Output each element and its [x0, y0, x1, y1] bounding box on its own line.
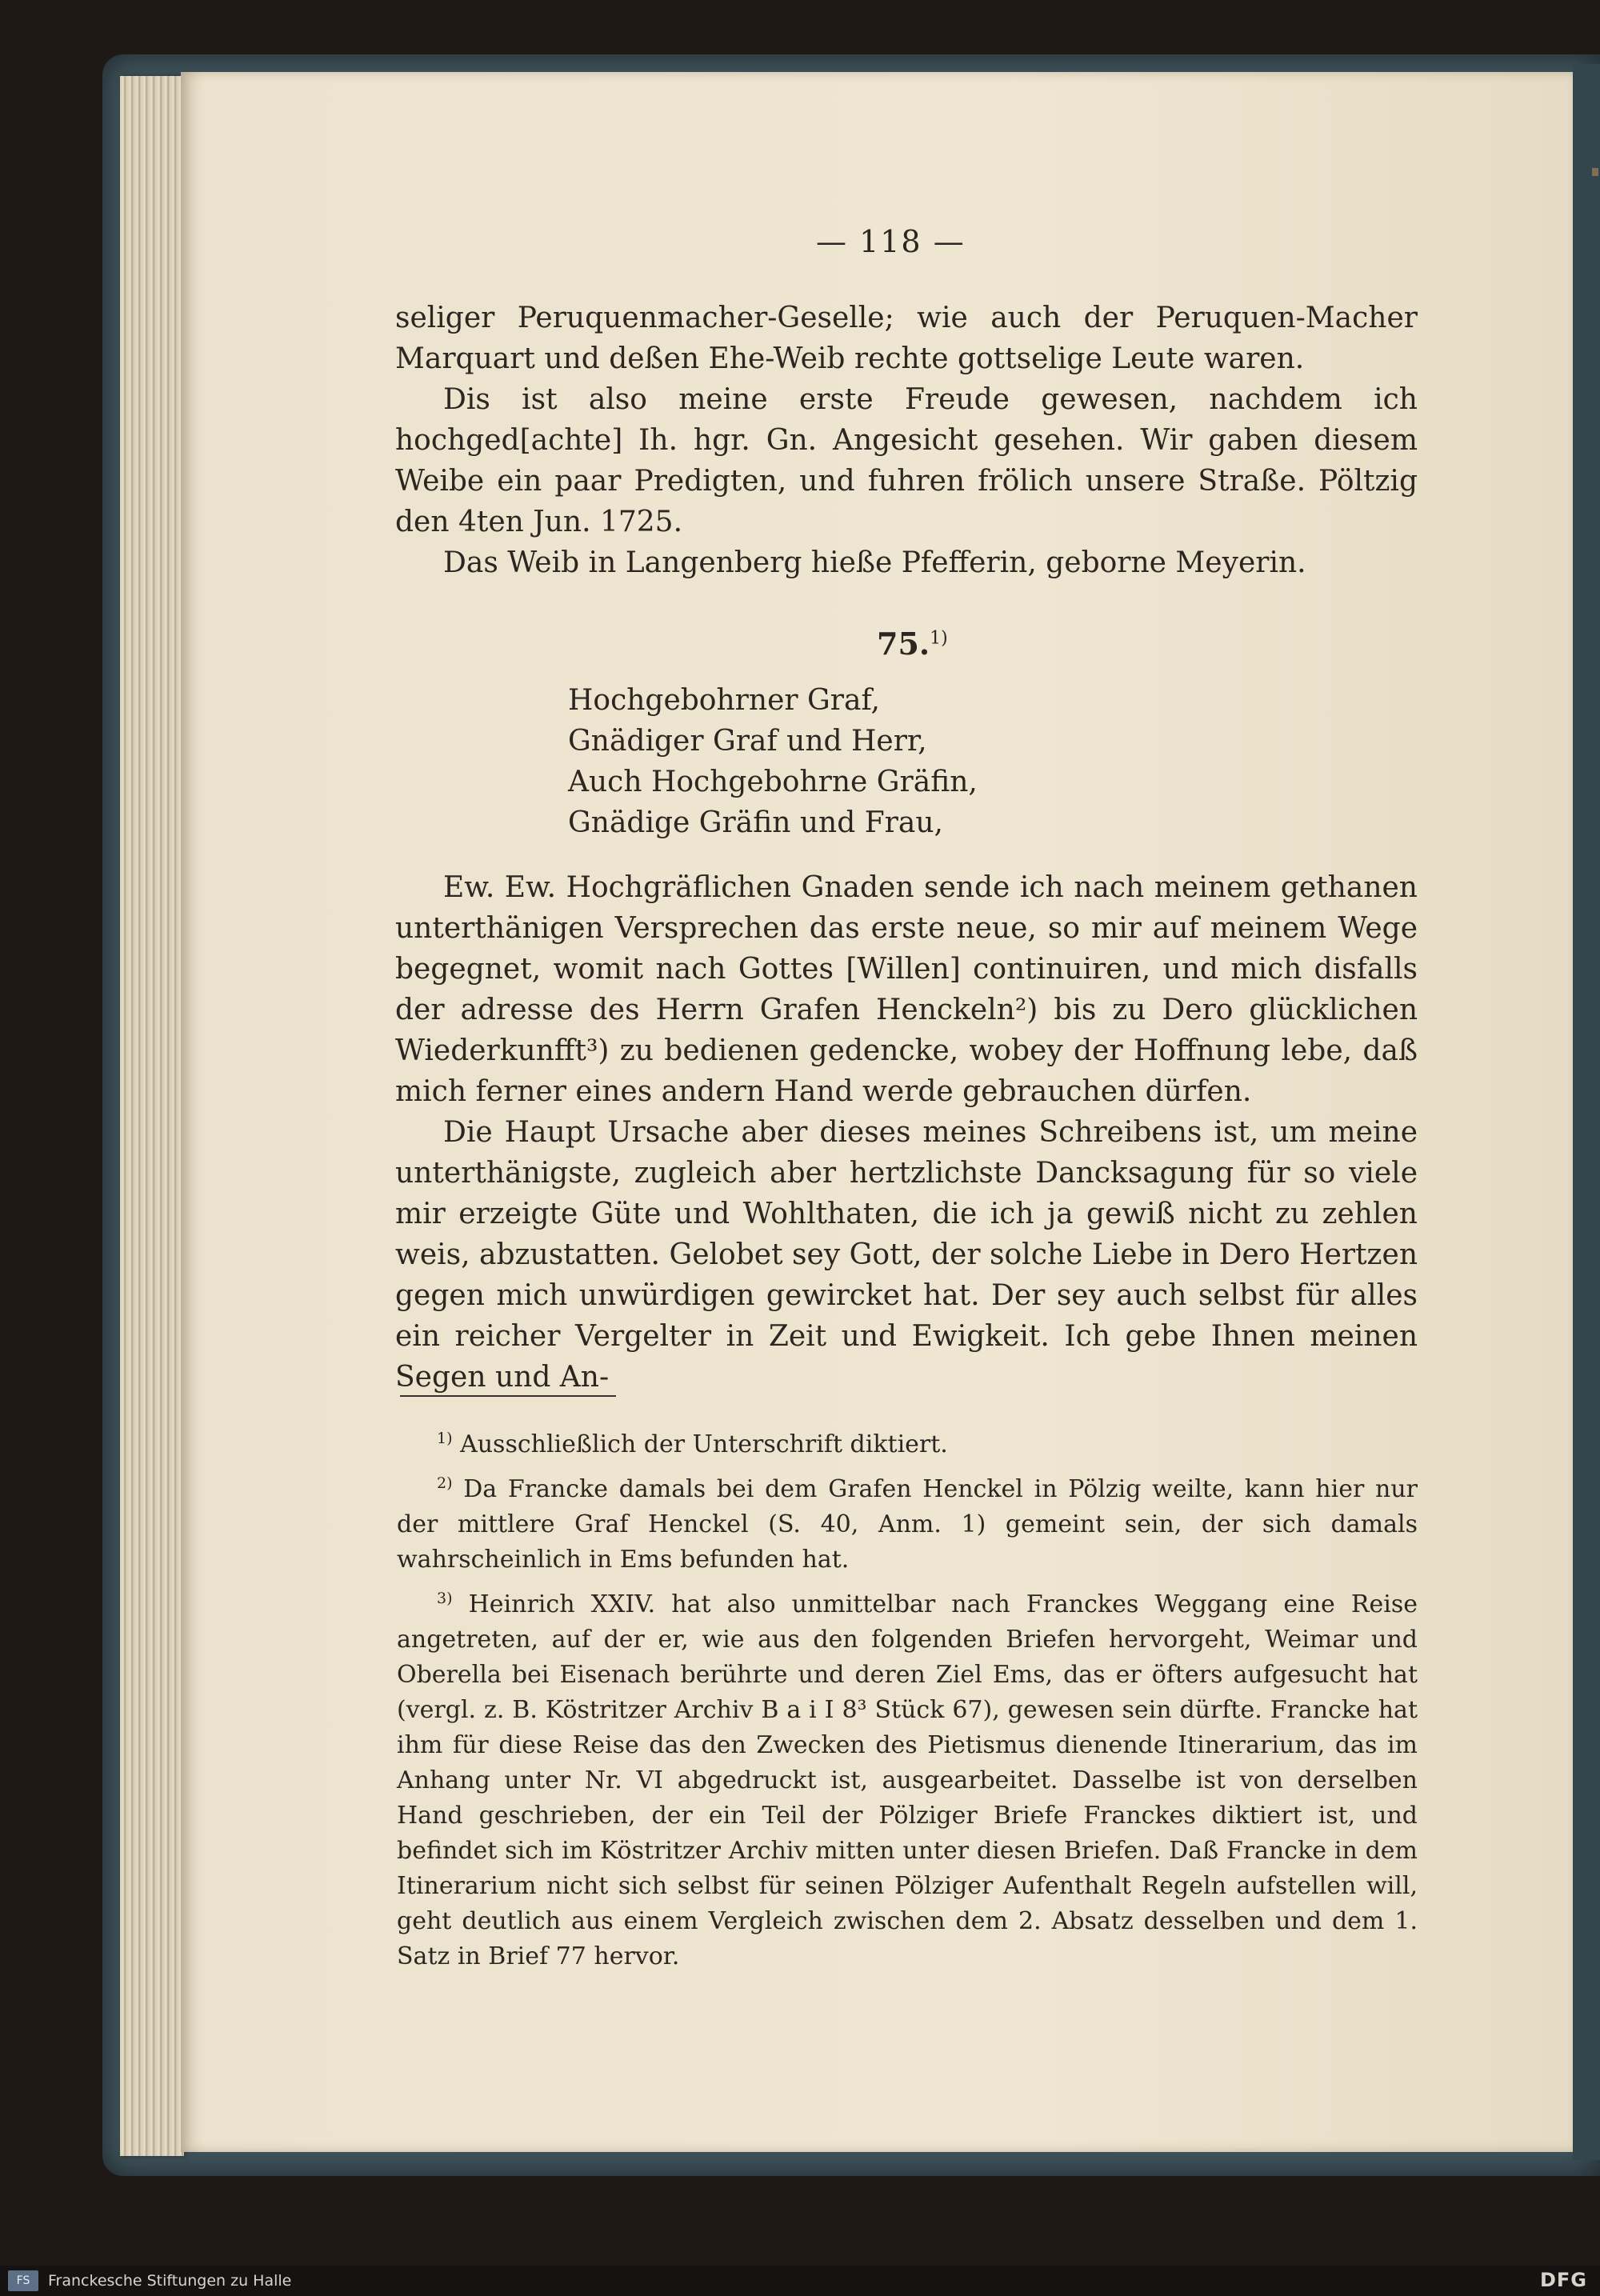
paragraph: Das Weib in Langenberg hieße Pfefferin, geborne Meyerin. — [443, 546, 1306, 579]
paragraph: seliger Peruquenmacher-Geselle; wie auch der Peruquen-Macher Marquart und deßen Ehe-Weib rechte gottselige Leute waren. — [395, 302, 1418, 375]
footnote-mark: 3) — [437, 1590, 453, 1607]
footnote-divider — [400, 1395, 616, 1397]
salutation-line: Gnädige Gräfin und Frau, — [568, 806, 943, 839]
salutation-line: Hochgebohrner Graf, — [568, 684, 880, 717]
paragraph: Dis ist also meine erste Freude gewesen, nachdem ich hochged[achte] Ih. hgr. Gn. Angesicht gesehen. Wir gaben diesem Weibe ein paar Predigten, und fuhren frölich unsere Straße. Pöltzig den 4ten Jun. 1725. — [395, 383, 1418, 538]
footnotes — [397, 1421, 1418, 1978]
paragraph: Ew. Ew. Hochgräflichen Gnaden sende ich nach meinem gethanen unterthänigen Versprechen das erste neue, so mir auf meinem Wege begegnet, womit nach Gottes [Willen] continuiren, und mich disfalls der adresse des Herrn Grafen Henckeln²) bis zu Dero glücklichen Wiederkunfft³) zu bedienen gedencke, wobey der Hoffnung lebe, daß mich ferner eines andern Hand werde gebrauchen dürfen. — [395, 871, 1418, 1108]
salutation-line: Gnädiger Graf und Herr, — [568, 725, 927, 758]
institution-logo-icon: FS — [8, 2270, 38, 2291]
salutation-line: Auch Hochgebohrne Gräfin, — [568, 766, 978, 798]
footnote — [397, 1466, 1418, 1578]
paragraph: Die Haupt Ursache aber dieses meines Schreibens ist, um meine unterthänigste, zugleich aber hertzlichste Dancksagung für so viele mir erzeigte Güte und Wohlthaten, die ich ja gewiß nicht zu zehlen weis, abzustatten. Gelobet sey Gott, der solche Liebe in Dero Hertzen gegen mich unwürdigen gewircket hat. Der sey auch selbst für alles ein reicher Vergelter in Zeit und Ewigkeit. Ich gebe Ihnen meinen Segen und An- — [395, 1116, 1418, 1394]
paper-stain — [1592, 168, 1598, 176]
letter-number-text: 75. — [877, 626, 930, 662]
salutation — [568, 680, 978, 843]
page-edges — [120, 76, 184, 2156]
footnote — [397, 1581, 1418, 1974]
footnote-ref: 1) — [930, 628, 948, 649]
footnote-mark: 2) — [437, 1474, 453, 1492]
footnote — [397, 1421, 1418, 1462]
continued-text — [395, 298, 1418, 583]
book-cover-right-edge — [1573, 64, 1600, 2160]
letter-number — [877, 626, 948, 662]
institution-name: Franckesche Stiftungen zu Halle — [48, 2272, 292, 2290]
page-number: — 118 — — [816, 224, 966, 259]
dfg-logo: DFG — [1539, 2269, 1587, 2291]
footnote-text: Heinrich XXIV. hat also unmittelbar nach Franckes Weggang eine Reise angetreten, auf der er, wie aus den folgenden Briefen hervorgeht, Weimar und Oberella bei Eisenach berührte und deren Ziel Ems, das er öfters aufgesucht hat (vergl. z. B. Köstritzer Archiv B a i I 8³ Stück 67), gewesen sein dürfte. Francke hat ihm für diese Reise das den Zwecken des Pietismus dienende Itinerarium, das im Anhang unter Nr. VI abgedruckt ist, ausgearbeitet. Dasselbe ist von derselben Hand geschrieben, der ein Teil der Pölziger Briefe Franckes diktiert ist, und befindet sich im Köstritzer Archiv mitten unter diesen Briefen. Daß Francke in dem Itinerarium nicht sich selbst für seinen Pölziger Aufenthalt Regeln aufstellen will, geht deutlich aus einem Vergleich zwischen dem 2. Absatz desselben und dem 1. Satz in Brief 77 hervor. — [397, 1590, 1418, 1970]
footnote-mark: 1) — [437, 1430, 453, 1447]
letter-body — [395, 867, 1418, 1398]
footnote-text: Ausschließlich der Unterschrift diktiert. — [460, 1430, 948, 1458]
footnote-text: Da Francke damals bei dem Grafen Henckel in Pölzig weilte, kann hier nur der mittlere Graf Henckel (S. 40, Anm. 1) gemeint sein, der sich damals wahrscheinlich in Ems befunden hat. — [397, 1475, 1418, 1574]
